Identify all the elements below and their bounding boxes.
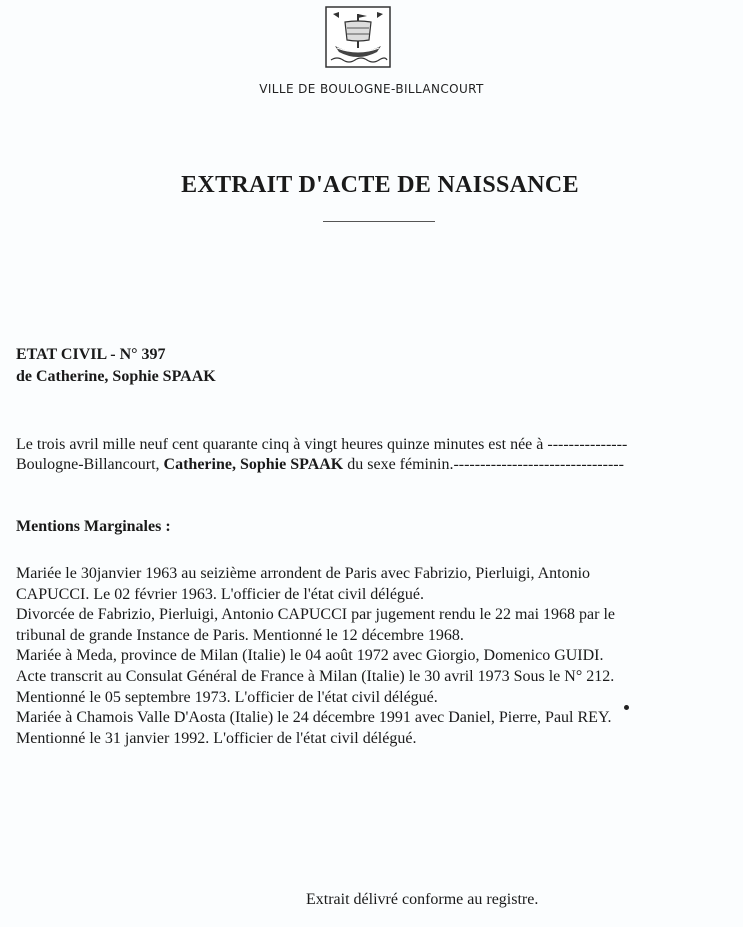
ink-dot (624, 705, 629, 710)
mentions-list (16, 564, 736, 749)
mention-line: Mariée le 30janvier 1963 au seizième arrondent de Paris avec Fabrizio, Pierluigi, Antonio (16, 565, 591, 582)
birth-record-text (16, 435, 743, 475)
mentions-heading: Mentions Marginales : (16, 518, 171, 535)
mention-line: Divorcée de Fabrizio, Pierluigi, Antonio CAPUCCI par jugement rendu le 22 mai 1968 par le (16, 606, 615, 624)
birth-subject-name: Catherine, Sophie SPAAK (163, 456, 344, 473)
mention-line: Mentionné le 05 septembre 1973. L'officier de l'état civil délégué. (16, 688, 438, 706)
birth-line-1: Le trois avril mille neuf cent quarante cinq à vingt heures quinze minutes est née à --------------- (16, 436, 628, 453)
etat-civil-block (16, 344, 216, 388)
mention-line: CAPUCCI. Le 02 février 1963. L'officier de l'état civil délégué. (16, 585, 425, 603)
etat-civil-number: ETAT CIVIL - N° 397 (16, 346, 166, 363)
birth-sex: du sexe féminin.-------------------------------- (343, 456, 624, 473)
birth-line-2 (16, 455, 743, 475)
subject-name: de Catherine, Sophie SPAAK (16, 368, 216, 385)
birth-place: Boulogne-Billancourt, (16, 456, 164, 473)
mention-line: Acte transcrit au Consulat Général de France à Milan (Italie) le 30 avril 1973 Sous le N° 212. (16, 667, 615, 685)
footer-certification: Extrait délivré conforme au registre. (306, 891, 539, 908)
title-divider (323, 221, 435, 222)
mention-line: tribunal de grande Instance de Paris. Mentionné le 12 décembre 1968. (16, 626, 464, 644)
mention-line: Mariée à Meda, province de Milan (Italie) le 04 août 1972 avec Giorgio, Domenico GUIDI. (16, 647, 604, 665)
city-name: VILLE DE BOULOGNE-BILLANCOURT (259, 82, 484, 96)
document-title: EXTRAIT D'ACTE DE NAISSANCE (181, 172, 579, 198)
mention-line: Mentionné le 31 janvier 1992. L'officier de l'état civil délégué. (16, 729, 417, 747)
city-coat-of-arms-logo (325, 6, 391, 68)
mention-line: Mariée à Chamois Valle D'Aosta (Italie) le 24 décembre 1991 avec Daniel, Pierre, Paul REY. (16, 709, 612, 727)
